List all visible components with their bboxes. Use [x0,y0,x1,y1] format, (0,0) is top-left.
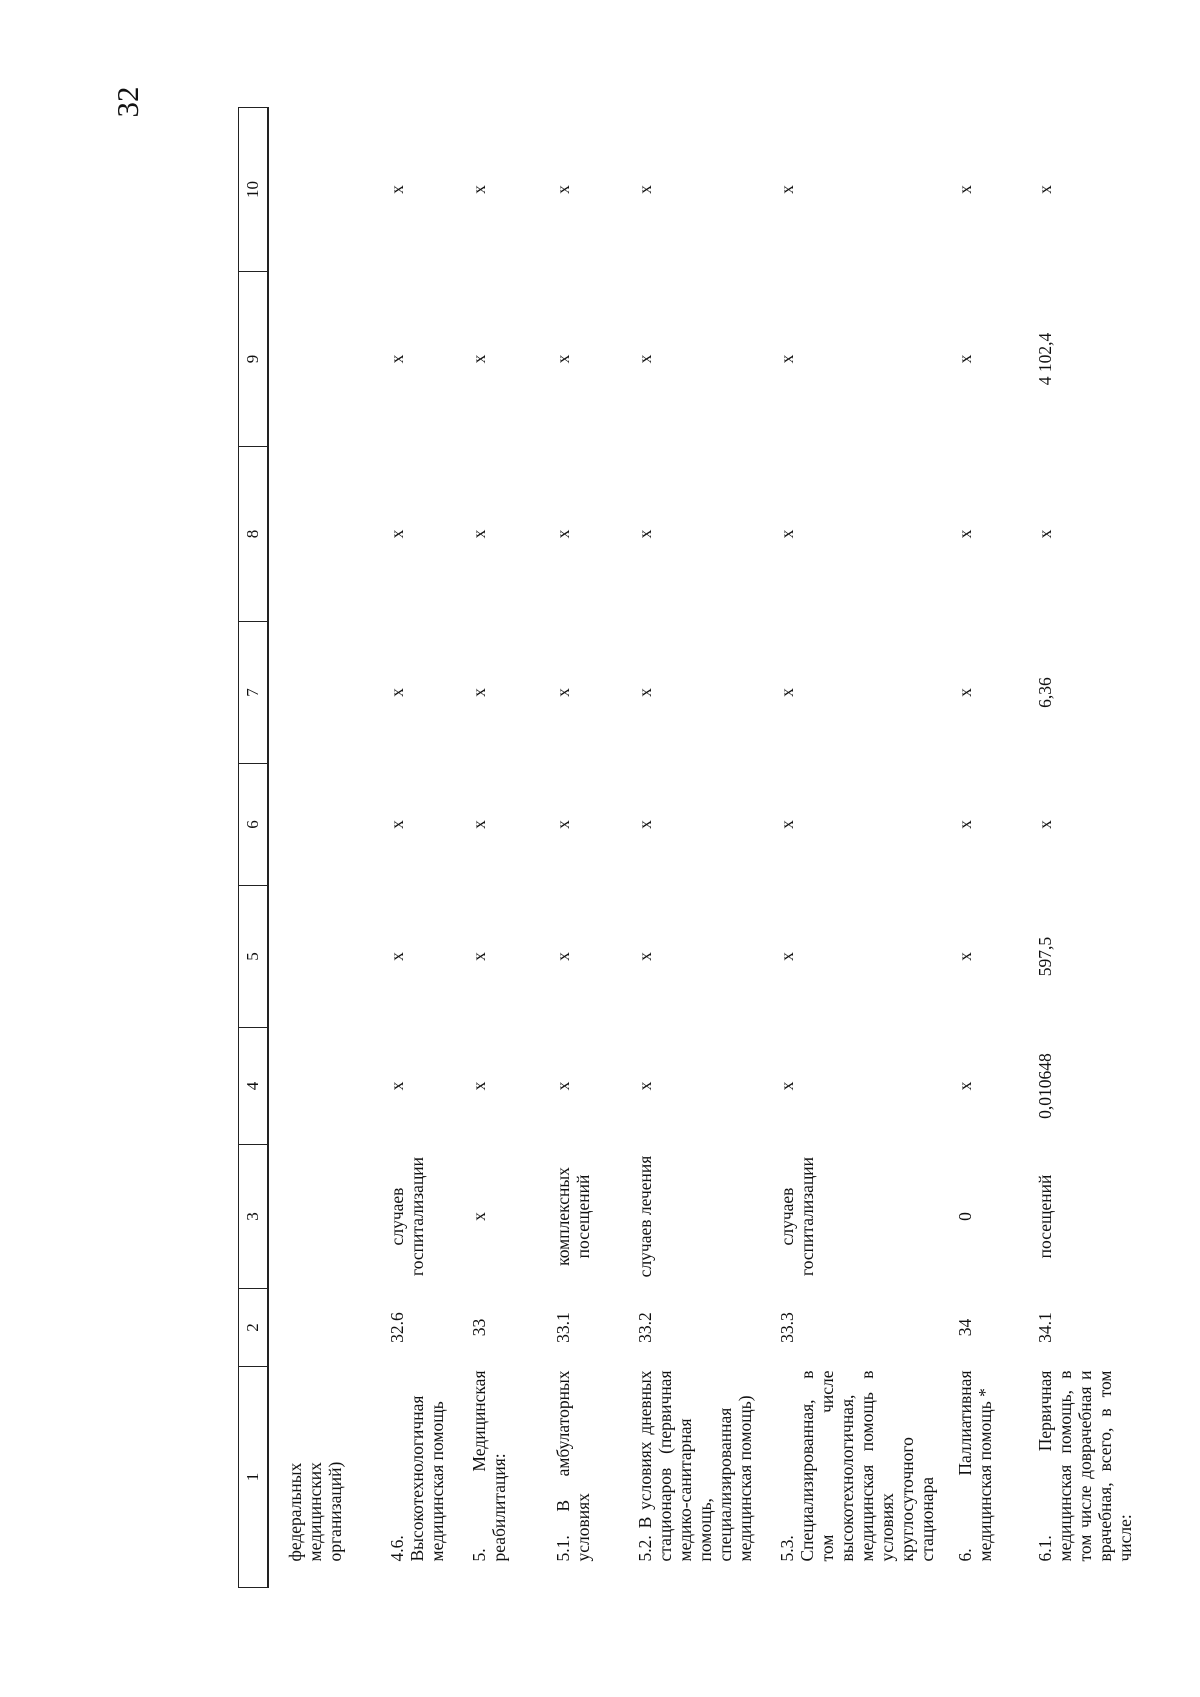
table-row [377,108,447,1588]
table-row [447,108,531,1588]
cell-unit: случаев госпитализации [777,1156,817,1277]
cell-col-7: x [553,688,573,697]
cell-col-6 [268,764,377,886]
cell-col-9: x [553,354,573,364]
cell-unit: комплексных посещений [553,1167,593,1266]
cell-col-5: x [387,952,407,961]
cell-unit: посещений [1035,1174,1055,1259]
cell-unit: случаев лечения [635,1155,655,1278]
cell-col-10 [268,108,377,272]
cell-label: федеральных медицинских организаций) [285,1461,345,1562]
cell-col-7 [268,622,377,764]
cell-label: 5.2. В условиях дневных стационаров (первичная медико-санитарная помощь, специализированная медицинская помощь) [635,1370,755,1562]
cell-col-8: x [469,529,489,539]
cell-col-5: x [635,952,655,961]
cell-col-8: x [955,529,975,539]
cell-label: 5.1. В амбулаторных условиях [553,1370,593,1562]
cell-col-10: x [635,185,655,194]
column-header-3: 3 [239,1145,269,1289]
cell-unit: случаев госпитализации [387,1156,427,1277]
data-table [238,107,1145,1588]
table-row [937,108,1011,1588]
table-container [238,108,1135,1588]
column-header-10: 10 [239,108,269,272]
cell-col-5: 597,5 [1035,936,1055,977]
cell-col-9: 4 102,4 [1035,332,1055,386]
cell-label: 5. Медицинская реабилитация: [469,1370,509,1562]
cell-col-8: x [553,529,573,539]
cell-col-9: x [955,354,975,364]
cell-col-9 [268,272,377,447]
cell-row-code: 34.1 [1035,1312,1055,1343]
table-header [239,108,269,1588]
cell-row-code: 33.2 [635,1312,655,1343]
cell-col-6: x [777,820,797,829]
cell-col-8: x [777,529,797,539]
cell-col-9: x [635,354,655,364]
header-row [239,108,269,1588]
cell-col-4 [268,1028,377,1145]
cell-col-7: 6,36 [1035,677,1055,708]
cell-col-8: x [1035,529,1055,539]
table-row [755,108,937,1588]
cell-col-5 [268,886,377,1028]
cell-row-code: 32.6 [387,1312,407,1343]
table-row [1011,108,1145,1588]
cell-col-6: x [387,820,407,829]
column-header-6: 6 [239,764,269,886]
cell-col-7: x [955,688,975,697]
column-header-1: 1 [239,1367,269,1588]
page-number: 32 [110,86,145,118]
cell-row-code [268,1289,377,1367]
column-header-7: 7 [239,622,269,764]
cell-label: 6. Паллиативная медицинская помощь * [955,1370,995,1562]
cell-col-4: x [553,1081,573,1091]
cell-col-9: x [777,354,797,364]
cell-row-code: 33 [469,1318,489,1337]
cell-col-4: x [955,1081,975,1091]
cell-col-5: x [777,952,797,961]
column-header-2: 2 [239,1289,269,1367]
cell-col-10: x [777,185,797,194]
cell-col-4: x [635,1081,655,1091]
cell-unit: x [469,1212,489,1221]
cell-col-9: x [469,354,489,364]
cell-col-8: x [635,529,655,539]
cell-col-4: x [777,1081,797,1091]
column-header-9: 9 [239,272,269,447]
cell-col-7: x [635,688,655,697]
cell-unit: 0 [955,1212,975,1221]
column-header-8: 8 [239,447,269,622]
cell-row-code: 33.1 [553,1312,573,1343]
cell-col-10: x [387,185,407,194]
table-row [268,108,377,1588]
cell-row-code: 33.3 [777,1312,797,1343]
cell-label: 5.3. Специализированная, в том числе высокотехнологичная, медицинская помощь в условиях круглосуточного стационара [777,1370,937,1562]
cell-col-10: x [1035,185,1055,194]
table-body [268,108,1145,1588]
cell-col-10: x [469,185,489,194]
cell-col-5: x [469,952,489,961]
cell-col-5: x [955,952,975,961]
cell-col-8 [268,447,377,622]
cell-col-6: x [469,820,489,829]
cell-label: 6.1. Первичная медицинская помощь, в том числе доврачебная и врачебная, всего, в том числе: [1035,1370,1135,1562]
cell-col-6: x [955,820,975,829]
cell-label: 4.6. Высокотехнологичная медицинская помощь [387,1395,447,1562]
cell-col-7: x [387,688,407,697]
cell-col-4: x [469,1081,489,1091]
cell-col-6: x [1035,820,1055,829]
cell-col-7: x [469,688,489,697]
cell-unit [268,1145,377,1289]
table-row [531,108,613,1588]
cell-col-7: x [777,688,797,697]
cell-col-5: x [553,952,573,961]
table-row [613,108,755,1588]
cell-row-code: 34 [955,1318,975,1337]
cell-col-4: x [387,1081,407,1091]
cell-col-6: x [635,820,655,829]
cell-col-9: x [387,354,407,364]
cell-col-10: x [553,185,573,194]
column-header-4: 4 [239,1028,269,1145]
column-header-5: 5 [239,886,269,1028]
cell-col-10: x [955,185,975,194]
cell-col-4: 0,010648 [1035,1053,1055,1119]
cell-col-6: x [553,820,573,829]
cell-col-8: x [387,529,407,539]
